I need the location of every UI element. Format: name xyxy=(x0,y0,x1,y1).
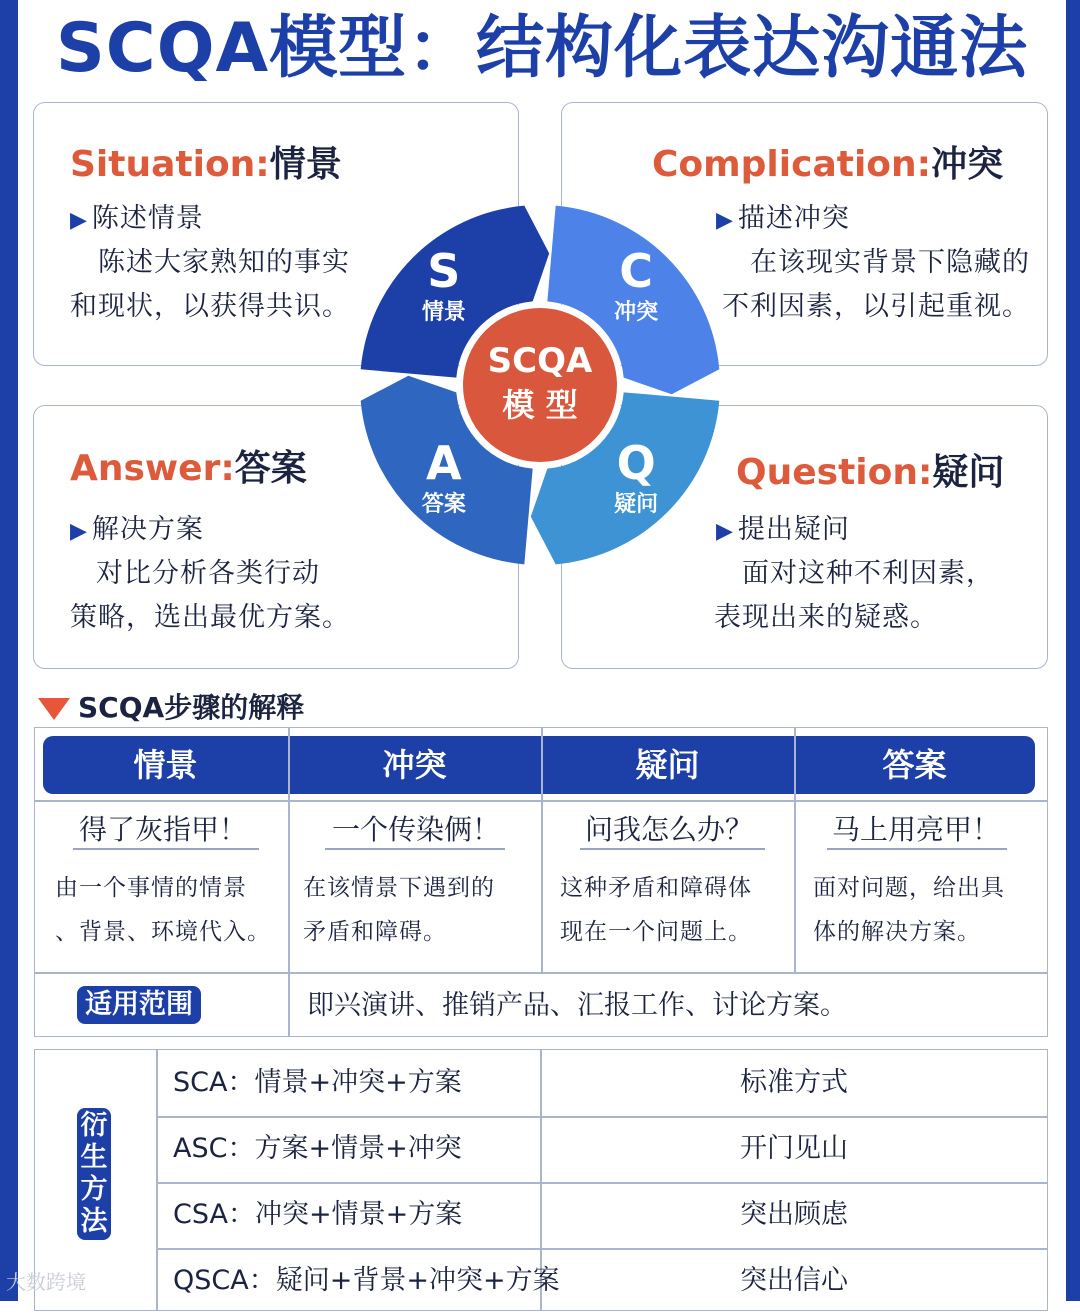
right-frame-bar xyxy=(1066,0,1080,1301)
complication-bullet xyxy=(716,196,850,235)
triangle-bullet-icon: ▶ xyxy=(70,519,88,544)
page-title: SCQA模型：结构化表达沟通法 xyxy=(55,9,1029,88)
cell-desc-question-2: 现在一个问题上。 xyxy=(560,919,752,945)
situation-heading xyxy=(70,136,342,187)
complication-zh: 冲突 xyxy=(931,144,1004,185)
cycle-center-line2: 模 型 xyxy=(502,386,578,424)
answer-desc-2: 策略，选出最优方案。 xyxy=(70,602,350,633)
scope-badge: 适用范围 xyxy=(77,986,201,1024)
table-divider xyxy=(35,800,1047,802)
triangle-bullet-icon: ▶ xyxy=(70,208,88,233)
header-situation: 情景 xyxy=(133,746,198,784)
derived-formula: CSA：冲突+情景+方案 xyxy=(173,1199,463,1230)
cell-heading-question: 问我怎么办？ xyxy=(584,813,753,846)
cell-desc-question-1: 这种矛盾和障碍体 xyxy=(560,875,752,901)
cycle-letter-s: S xyxy=(427,243,461,298)
derived-desc: 突出信心 xyxy=(740,1265,848,1296)
steps-section-title-text: SCQA步骤的解释 xyxy=(78,691,305,724)
cell-heading-answer: 马上用亮甲！ xyxy=(831,813,1000,846)
question-bullet xyxy=(716,507,850,546)
cell-desc-complication-1: 在该情景下遇到的 xyxy=(303,875,495,901)
derived-formula: ASC：方案+情景+冲突 xyxy=(173,1133,462,1164)
derived-row xyxy=(157,1116,1047,1182)
cycle-label-c: 冲突 xyxy=(614,299,659,325)
header-complication: 冲突 xyxy=(382,746,447,784)
complication-heading xyxy=(652,136,1003,187)
derived-label-badge xyxy=(77,1108,111,1240)
situation-desc-1: 陈述大家熟知的事实 xyxy=(98,247,350,278)
complication-bullet-text: 描述冲突 xyxy=(737,203,850,234)
scope-text: 即兴演讲、推销产品、汇报工作、讨论方案。 xyxy=(307,990,847,1021)
question-en: Question: xyxy=(736,452,933,493)
triangle-bullet-icon: ▶ xyxy=(716,208,734,233)
answer-zh: 答案 xyxy=(234,448,307,489)
cell-heading-complication: 一个传染俩！ xyxy=(331,813,500,846)
cell-desc-situation-2: 、背景、环境代入。 xyxy=(55,919,271,945)
situation-en: Situation: xyxy=(70,144,270,185)
cycle-letter-c: C xyxy=(619,243,654,298)
cell-underline xyxy=(325,848,505,850)
table-divider xyxy=(288,972,290,1036)
steps-section-title xyxy=(38,686,304,726)
triangle-bullet-icon: ▶ xyxy=(716,519,734,544)
situation-zh: 情景 xyxy=(269,144,342,185)
steps-table xyxy=(34,727,1048,1037)
question-heading xyxy=(736,444,1004,495)
derived-formula: SCA：情景+冲突+方案 xyxy=(173,1067,462,1098)
derived-desc: 突出顾虑 xyxy=(740,1199,848,1230)
table-divider xyxy=(35,972,1047,974)
answer-bullet-text: 解决方案 xyxy=(91,514,204,545)
cell-underline xyxy=(73,848,259,850)
cell-desc-answer-1: 面对问题，给出具 xyxy=(813,875,1005,901)
situation-bullet-text: 陈述情景 xyxy=(91,203,204,234)
answer-bullet xyxy=(70,507,204,546)
question-bullet-text: 提出疑问 xyxy=(737,514,850,545)
question-zh: 疑问 xyxy=(932,452,1005,493)
cell-desc-answer-2: 体的解决方案。 xyxy=(813,919,981,945)
watermark: 大数跨境 xyxy=(6,1270,86,1294)
derived-row xyxy=(157,1182,1047,1248)
cycle-label-s: 情景 xyxy=(421,299,466,325)
table-divider xyxy=(288,728,290,972)
question-desc-1: 面对这种不利因素， xyxy=(742,558,994,589)
triangle-down-icon xyxy=(38,698,70,720)
cell-desc-situation-1: 由一个事情的情景 xyxy=(55,875,247,901)
cycle-center-circle xyxy=(460,305,620,465)
scqa-cycle-diagram xyxy=(355,200,725,570)
cell-heading-situation: 得了灰指甲！ xyxy=(78,813,247,846)
table-divider xyxy=(541,728,543,972)
cycle-label-a: 答案 xyxy=(421,492,466,518)
left-frame-bar xyxy=(0,0,18,1301)
question-desc-2: 表现出来的疑惑。 xyxy=(714,602,938,633)
cycle-letter-a: A xyxy=(426,436,462,491)
derived-desc: 标准方式 xyxy=(740,1067,848,1098)
derived-desc: 开门见山 xyxy=(740,1133,848,1164)
header-question: 疑问 xyxy=(635,746,700,784)
complication-desc-2: 不利因素，以引起重视。 xyxy=(722,291,1030,322)
situation-desc-2: 和现状，以获得共识。 xyxy=(70,291,350,322)
steps-table-header xyxy=(43,736,1035,794)
answer-en: Answer: xyxy=(70,448,235,489)
situation-bullet xyxy=(70,196,204,235)
derived-row xyxy=(157,1248,1047,1314)
derived-label-text: 衍生方法 xyxy=(80,1110,108,1237)
derived-row xyxy=(157,1050,1047,1116)
cell-underline xyxy=(827,848,1007,850)
table-divider xyxy=(794,728,796,972)
derived-formula: QSCA：疑问+背景+冲突+方案 xyxy=(173,1265,560,1296)
cycle-center-line1: SCQA xyxy=(487,341,593,381)
cycle-label-q: 疑问 xyxy=(614,492,659,518)
cell-underline xyxy=(580,848,765,850)
header-answer: 答案 xyxy=(882,746,947,784)
complication-en: Complication: xyxy=(652,144,932,185)
answer-heading xyxy=(70,440,307,491)
complication-desc-1: 在该现实背景下隐藏的 xyxy=(750,247,1030,278)
derived-methods-table xyxy=(34,1049,1048,1311)
cycle-letter-q: Q xyxy=(616,436,656,491)
cell-desc-complication-2: 矛盾和障碍。 xyxy=(303,919,447,945)
answer-desc-1: 对比分析各类行动 xyxy=(96,558,320,589)
